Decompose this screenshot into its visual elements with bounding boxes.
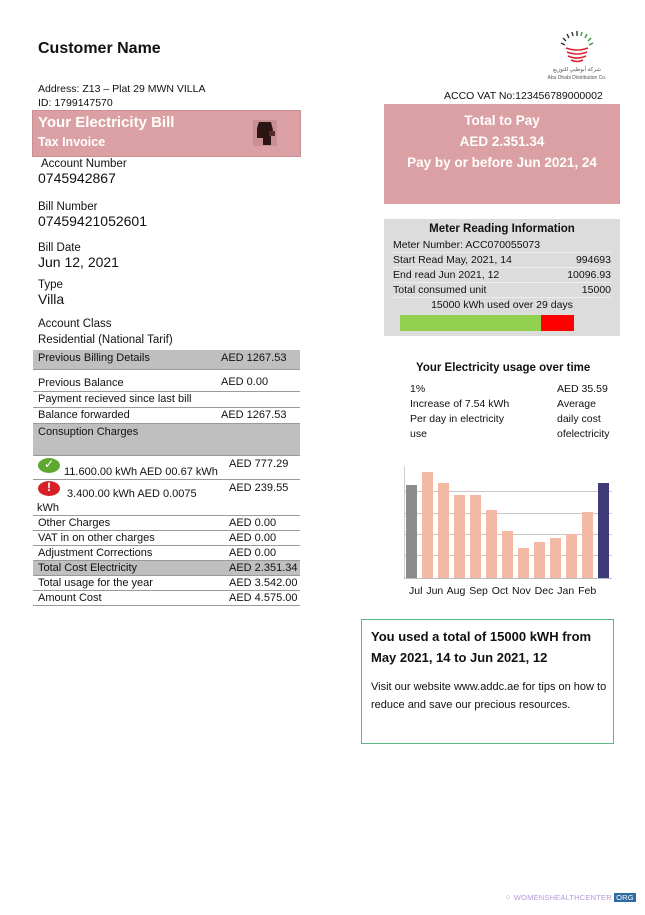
account-class-block [38,316,173,348]
address: Address: Z13 – Plat 29 MWN VILLA [38,83,206,95]
row-value: AED 4.575.00 [229,592,298,604]
table-row [33,576,300,591]
chart-bar [598,483,609,578]
meter-title: Meter Reading Information [429,223,575,235]
chart-bar [582,512,593,578]
table-row [33,561,300,576]
usage-bar-chart [400,466,615,580]
account-number: 0745942867 [38,170,116,186]
chart-bar [486,510,497,578]
row-label: VAT in on other charges [38,532,155,544]
row-label: Previous Balance [38,377,124,389]
x-axis [404,578,612,579]
meter-row-label: End read Jun 2021, 12 [393,269,500,281]
chart-x-labels: Jul Jun Aug Sep Oct Nov Dec Jan Feb [409,585,597,597]
usage-increase-stat [410,382,509,442]
row-value: AED 0.00 [229,547,277,559]
account-class-label: Account Class [38,318,112,330]
row-value: AED 3.542.00 [229,577,298,589]
type-label: Type [38,279,63,291]
usage-summary-box [361,619,614,744]
meter-reading-panel [384,219,620,336]
logo-english-text: Abu Dhabi Distribution Co. [547,75,607,81]
row-label: Total Cost Electricity [38,562,138,574]
table-row [33,480,300,516]
meter-row-label: Total consumed unit [393,284,487,296]
cost-stat-line: ofelectricity [557,428,610,440]
usage-stat-line: Per day in electricity [410,413,504,425]
chart-bar [438,483,449,578]
adcc-logo-icon [543,30,611,66]
bill-banner [32,110,301,157]
account-class: Residential (National Tarif) [38,334,173,346]
chart-bar [422,472,433,578]
row-label: Amount Cost [38,592,102,604]
row-value: AED 0.00 [229,532,277,544]
usage-stat-line: use [410,428,427,440]
average-cost-stat [557,382,610,442]
summary-body: Visit our website www.addc.ae for tips on how to reduce and save our precious resources. [371,681,607,711]
type-block [38,279,64,307]
chart-bar [566,534,577,578]
table-row [33,376,300,392]
watermark-dots-icon: ⁘ [505,893,514,902]
table-row [33,456,300,480]
meter-row-value: 10096.93 [567,269,611,281]
chart-bar [454,495,465,578]
row-label: Total usage for the year [38,577,153,589]
row-label: Other Charges [38,517,111,529]
row-label-continued: kWh [37,502,59,514]
usage-summary-text: 15000 kWh used over 29 days [431,299,573,311]
row-value: AED 0.00 [229,517,277,529]
usage-stat-line: Increase of 7.54 kWh [410,398,510,410]
usage-title: Your Electricity usage over time [416,362,591,374]
plug-icon [251,118,279,148]
company-logo [543,30,611,84]
summary-headline: You used a total of 15000 kWH from May 2021, 14 to Jun 2021, 12 [371,629,592,665]
account-number-label: Account Number [41,158,127,170]
warning-icon: ! [38,481,60,496]
row-label: Balance forwarded [38,409,130,421]
watermark-suffix: ORG [616,893,634,902]
table-row [33,350,300,370]
watermark-text: WOMENSHEALTHCENTER [513,893,612,902]
chart-bar [550,538,561,578]
table-row [33,516,300,531]
bill-date: Jun 12, 2021 [38,254,119,270]
customer-address-block [38,82,206,110]
row-value: AED 1267.53 [221,409,287,421]
meter-row-label: Start Read May, 2021, 14 [393,254,512,266]
billing-table [33,350,300,606]
row-value: AED 239.55 [229,482,289,494]
row-value: AED 1267.53 [221,352,287,364]
bill-number-label: Bill Number [38,201,98,213]
table-row [33,408,300,424]
bill-date-label: Bill Date [38,242,81,254]
bill-date-block [38,242,119,270]
row-value: AED 2.351.34 [229,562,298,574]
meter-row [393,253,611,268]
row-label: Adjustment Corrections [38,547,153,559]
meter-row-value: 994693 [575,254,611,266]
row-label: Payment recieved since last bill [38,393,192,405]
meter-row-value: 15000 [581,284,611,296]
meter-number: Meter Number: ACC070055073 [393,238,611,253]
table-row [33,546,300,561]
check-icon: ✓ [38,458,60,473]
account-number-block [38,158,127,186]
customer-name: Customer Name [38,40,161,57]
row-value: AED 0.00 [221,376,269,388]
chart-bar [470,495,481,578]
row-value: AED 777.29 [229,458,289,470]
total-label: Total to Pay [464,113,540,128]
row-label: Previous Billing Details [38,352,150,364]
chart-bars [406,468,612,578]
row-label: Consuption Charges [38,426,139,438]
bill-title: Your Electricity Bill [38,114,175,131]
usage-bar-excess [541,315,574,331]
total-amount: AED 2.351.34 [459,134,545,149]
chart-bar [518,548,529,578]
meter-row [393,283,611,298]
total-to-pay-box [384,104,620,204]
bill-number-block [38,201,147,229]
chart-bar [534,542,545,578]
logo-arabic-text: شركة أبوظبي للتوزيع [553,67,601,73]
vat-number: ACCO VAT No:123456789000002 [444,90,603,102]
row-label: 11.600.00 kWh AED 00.67 kWh [64,466,218,478]
type-value: Villa [38,291,65,307]
bill-number: 07459421052601 [38,213,148,229]
table-row [33,531,300,546]
meter-row [393,268,611,283]
bill-subtitle: Tax Invoice [38,135,106,149]
row-label: 3.400.00 kWh AED 0.0075 [67,488,197,500]
y-axis [404,466,405,578]
customer-id: ID: 1799147570 [38,97,113,109]
cost-stat-line: daily cost [557,413,601,425]
usage-bar-normal [400,315,554,331]
watermark [505,893,636,902]
average-daily-cost: AED 35.59 [557,383,608,395]
chart-bar [502,531,513,578]
usage-percent: 1% [410,383,426,395]
table-row [33,392,300,408]
table-row [33,591,300,606]
chart-bar [406,485,417,578]
due-date: Pay by or before Jun 2021, 24 [407,155,597,170]
cost-stat-line: Average [557,398,596,410]
table-row [33,424,300,456]
